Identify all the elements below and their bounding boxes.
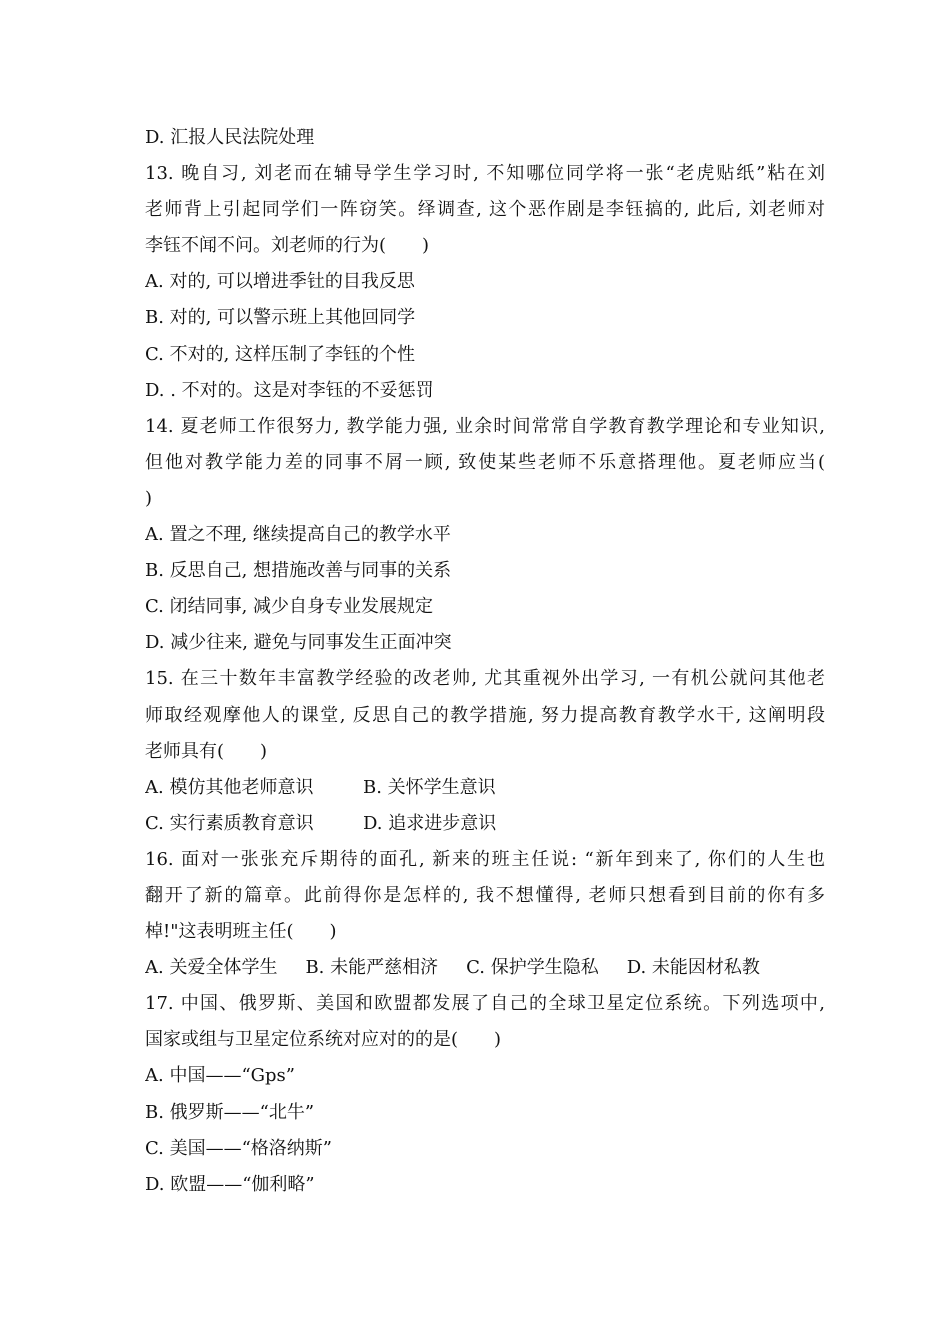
q14-option-a: A. 置之不理, 继续提高自己的教学水平 (145, 524, 451, 546)
q13-option-b: B. 对的, 可以警示班上其他回同学 (145, 307, 416, 329)
q13-option-a: A. 对的, 可以增进季钍的目我反思 (145, 271, 415, 293)
q16-option-b: B. 未能严慈相济 (305, 957, 439, 979)
q13-option-d: D. . 不对的。这是对李钰的不妥惩罚 (145, 379, 434, 401)
q16-option-c: C. 保护学生隐私 (466, 957, 599, 979)
q14-stem-line-1: 14. 夏老师工作很努力, 教学能力强, 业余时间常常自学教育教学理论和专业知识, (145, 415, 825, 437)
q14-option-c: C. 闭结同事, 减少自身专业发展规定 (145, 596, 434, 618)
q15-option-b: B. 关怀学生意识 (363, 776, 496, 798)
q13-stem-line-1: 13. 晚自习, 刘老而在辅导学生学习时, 不知哪位同学将一张“老虎贴纸”粘在刘 (145, 163, 825, 185)
q16-stem-line-3: 棹!"这表明班主任( ) (145, 921, 337, 943)
q17-option-d: D. 欧盟——“伽利略” (145, 1173, 315, 1195)
q17-stem-line-1: 17. 中国、俄罗斯、美国和欧盟都发展了自己的全球卫星定位系统。下列选项中, (145, 993, 825, 1015)
q15-stem-line-2: 师取经观摩他人的课堂, 反思自己的教学措施, 努力提高教育教学水干, 这阐明段 (145, 704, 825, 726)
q16-option-a: A. 关爱全体学生 (145, 957, 278, 979)
q17-option-a: A. 中国——“Gps” (145, 1065, 295, 1087)
q15-stem-line-3: 老师具有( ) (145, 740, 268, 762)
q17-option-c: C. 美国——“格洛纳斯” (145, 1137, 332, 1159)
q13-option-c: C. 不对的, 这样压制了李钰的个性 (145, 343, 416, 365)
q16-stem-line-2: 翻开了新的篇章。此前得你是怎样的, 我不想懂得, 老师只想看到目前的你有多 (145, 884, 825, 906)
q15-option-d: D. 追求进步意识 (363, 812, 497, 834)
q14-stem-line-3: ) (145, 487, 153, 509)
q16-stem-line-1: 16. 面对一张张充斥期待的面孔, 新来的班主任说: “新年到来了, 你们的人生也 (145, 848, 825, 870)
q16-options-row (145, 950, 825, 986)
q17-option-b: B. 俄罗斯——“北牛” (145, 1101, 315, 1123)
q15-option-c: C. 实行素质教育意识 (145, 812, 314, 834)
q15-options-row-1 (145, 770, 825, 806)
q15-option-a: A. 模仿其他老师意识 (145, 776, 314, 798)
q14-option-b: B. 反思自己, 想措施改善与同事的关系 (145, 560, 452, 582)
q13-stem-line-2: 老师背上引起同学们一阵窃笑。绎调查, 这个恶作剧是李钰搞的, 此后, 刘老师对 (145, 199, 825, 221)
q15-options-row-2 (145, 806, 825, 842)
q13-stem-line-3: 李钰不闻不问。刘老师的行为( ) (145, 235, 430, 257)
q12-option-d: D. 汇报人民法院处理 (145, 127, 315, 148)
q14-option-d: D. 减少往来, 避免与同事发生正面冲突 (145, 632, 452, 654)
q17-stem-line-2: 国家或组与卫星定位系统对应对的的是( ) (145, 1029, 502, 1051)
q15-stem-line-1: 15. 在三十数年丰富教学经验的改老帅, 尤其重视外出学习, 一有机公就问其他老 (145, 668, 825, 690)
document-page (145, 120, 825, 1203)
q16-option-d: D. 未能因材私教 (626, 957, 760, 979)
q14-stem-line-2: 但他对教学能力差的同事不屑一顾, 致使某些老师不乐意搭理他。夏老师应当( (145, 451, 825, 473)
